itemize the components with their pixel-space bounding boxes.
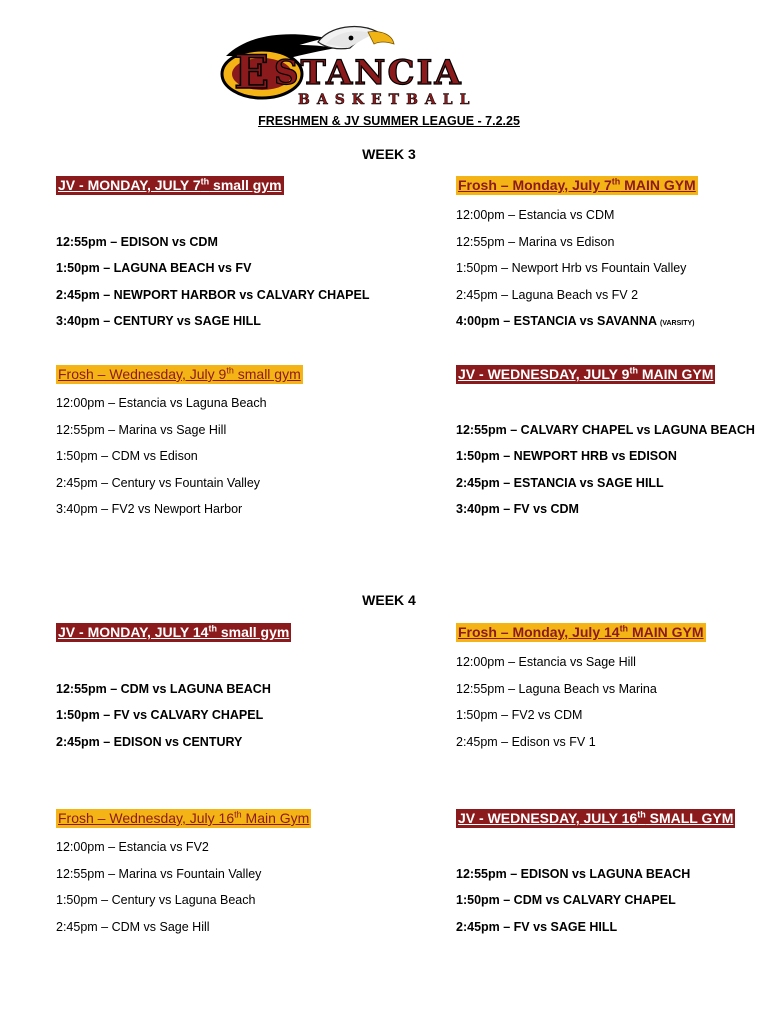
game-row: 3:40pm – FV vs CDM xyxy=(456,502,579,516)
logo-sub: BASKETBALL xyxy=(298,92,477,108)
game-row: 1:50pm – LAGUNA BEACH vs FV xyxy=(56,261,252,275)
game-row: 1:50pm – CDM vs CALVARY CHAPEL xyxy=(456,893,676,907)
game-row: 12:55pm – EDISON vs CDM xyxy=(56,234,218,249)
league-subtitle: FRESHMEN & JV SUMMER LEAGUE - 7.2.25 xyxy=(258,114,520,128)
week3-jv-wednesday xyxy=(456,365,778,523)
section-header: Frosh – Monday, July 14th MAIN GYM xyxy=(458,623,704,640)
game-row-varsity: 4:00pm – ESTANCIA vs SAVANNA (VARSITY) xyxy=(456,314,695,328)
game-row: 12:00pm – Estancia vs Laguna Beach xyxy=(56,396,267,410)
game-row: 1:50pm – FV vs CALVARY CHAPEL xyxy=(56,708,264,722)
game-row: 12:00pm – Estancia vs CDM xyxy=(456,208,615,222)
game-row: 1:50pm – Newport Hrb vs Fountain Valley xyxy=(456,261,687,275)
week4-jv-monday xyxy=(56,623,386,755)
game-row: 12:55pm – EDISON vs LAGUNA BEACH xyxy=(456,866,691,881)
game-row: 12:55pm – CDM vs LAGUNA BEACH xyxy=(56,681,271,696)
game-row: 2:45pm – NEWPORT HARBOR vs CALVARY CHAPEL xyxy=(56,287,370,302)
game-row: 1:50pm – Century vs Laguna Beach xyxy=(56,893,256,907)
section-header: Frosh – Wednesday, July 16th Main Gym xyxy=(58,809,310,826)
week3-frosh-monday xyxy=(456,176,778,335)
game-row: 2:45pm – ESTANCIA vs SAGE HILL xyxy=(456,475,664,490)
section-header: Frosh – Wednesday, July 9th small gym xyxy=(58,365,301,382)
week4-frosh-wednesday xyxy=(56,809,386,940)
game-row: 12:55pm – Laguna Beach vs Marina xyxy=(456,681,657,696)
logo-word: STANCIA xyxy=(274,53,463,93)
section-header: JV - MONDAY, JULY 7th small gym xyxy=(58,176,282,193)
logo-initial: E xyxy=(234,45,270,99)
game-row: 2:45pm – Laguna Beach vs FV 2 xyxy=(456,287,639,302)
week4-jv-wednesday xyxy=(456,809,778,940)
game-row: 12:00pm – Estancia vs Sage Hill xyxy=(456,655,636,669)
game-row: 12:00pm – Estancia vs FV2 xyxy=(56,840,209,854)
game-row: 12:55pm – CALVARY CHAPEL vs LAGUNA BEACH xyxy=(456,422,755,437)
game-row: 1:50pm – FV2 vs CDM xyxy=(456,708,583,722)
section-header: JV - WEDNESDAY, JULY 16th SMALL GYM xyxy=(458,809,734,826)
section-header: Frosh – Monday, July 7th MAIN GYM xyxy=(458,176,696,193)
week3-frosh-wednesday xyxy=(56,365,386,523)
week-4-title: WEEK 4 xyxy=(362,592,416,608)
game-row: 1:50pm – CDM vs Edison xyxy=(56,449,198,463)
game-row: 2:45pm – FV vs SAGE HILL xyxy=(456,919,618,934)
game-row: 2:45pm – Edison vs FV 1 xyxy=(456,734,596,749)
week4-frosh-monday xyxy=(456,623,778,755)
week-3-title: WEEK 3 xyxy=(362,146,416,162)
game-row: 3:40pm – CENTURY vs SAGE HILL xyxy=(56,314,261,328)
section-header: JV - WEDNESDAY, JULY 9th MAIN GYM xyxy=(458,365,714,382)
week3-jv-monday xyxy=(56,176,386,335)
estancia-logo xyxy=(218,22,558,108)
game-row: 12:55pm – Marina vs Sage Hill xyxy=(56,422,227,437)
game-row: 1:50pm – NEWPORT HRB vs EDISON xyxy=(456,449,677,463)
game-row: 3:40pm – FV2 vs Newport Harbor xyxy=(56,502,243,516)
section-header: JV - MONDAY, JULY 14th small gym xyxy=(58,623,290,640)
game-row: 12:55pm – Marina vs Edison xyxy=(456,234,615,249)
game-row: 12:55pm – Marina vs Fountain Valley xyxy=(56,866,262,881)
game-row: 2:45pm – EDISON vs CENTURY xyxy=(56,734,243,749)
game-row: 2:45pm – Century vs Fountain Valley xyxy=(56,475,261,490)
game-row: 2:45pm – CDM vs Sage Hill xyxy=(56,919,210,934)
